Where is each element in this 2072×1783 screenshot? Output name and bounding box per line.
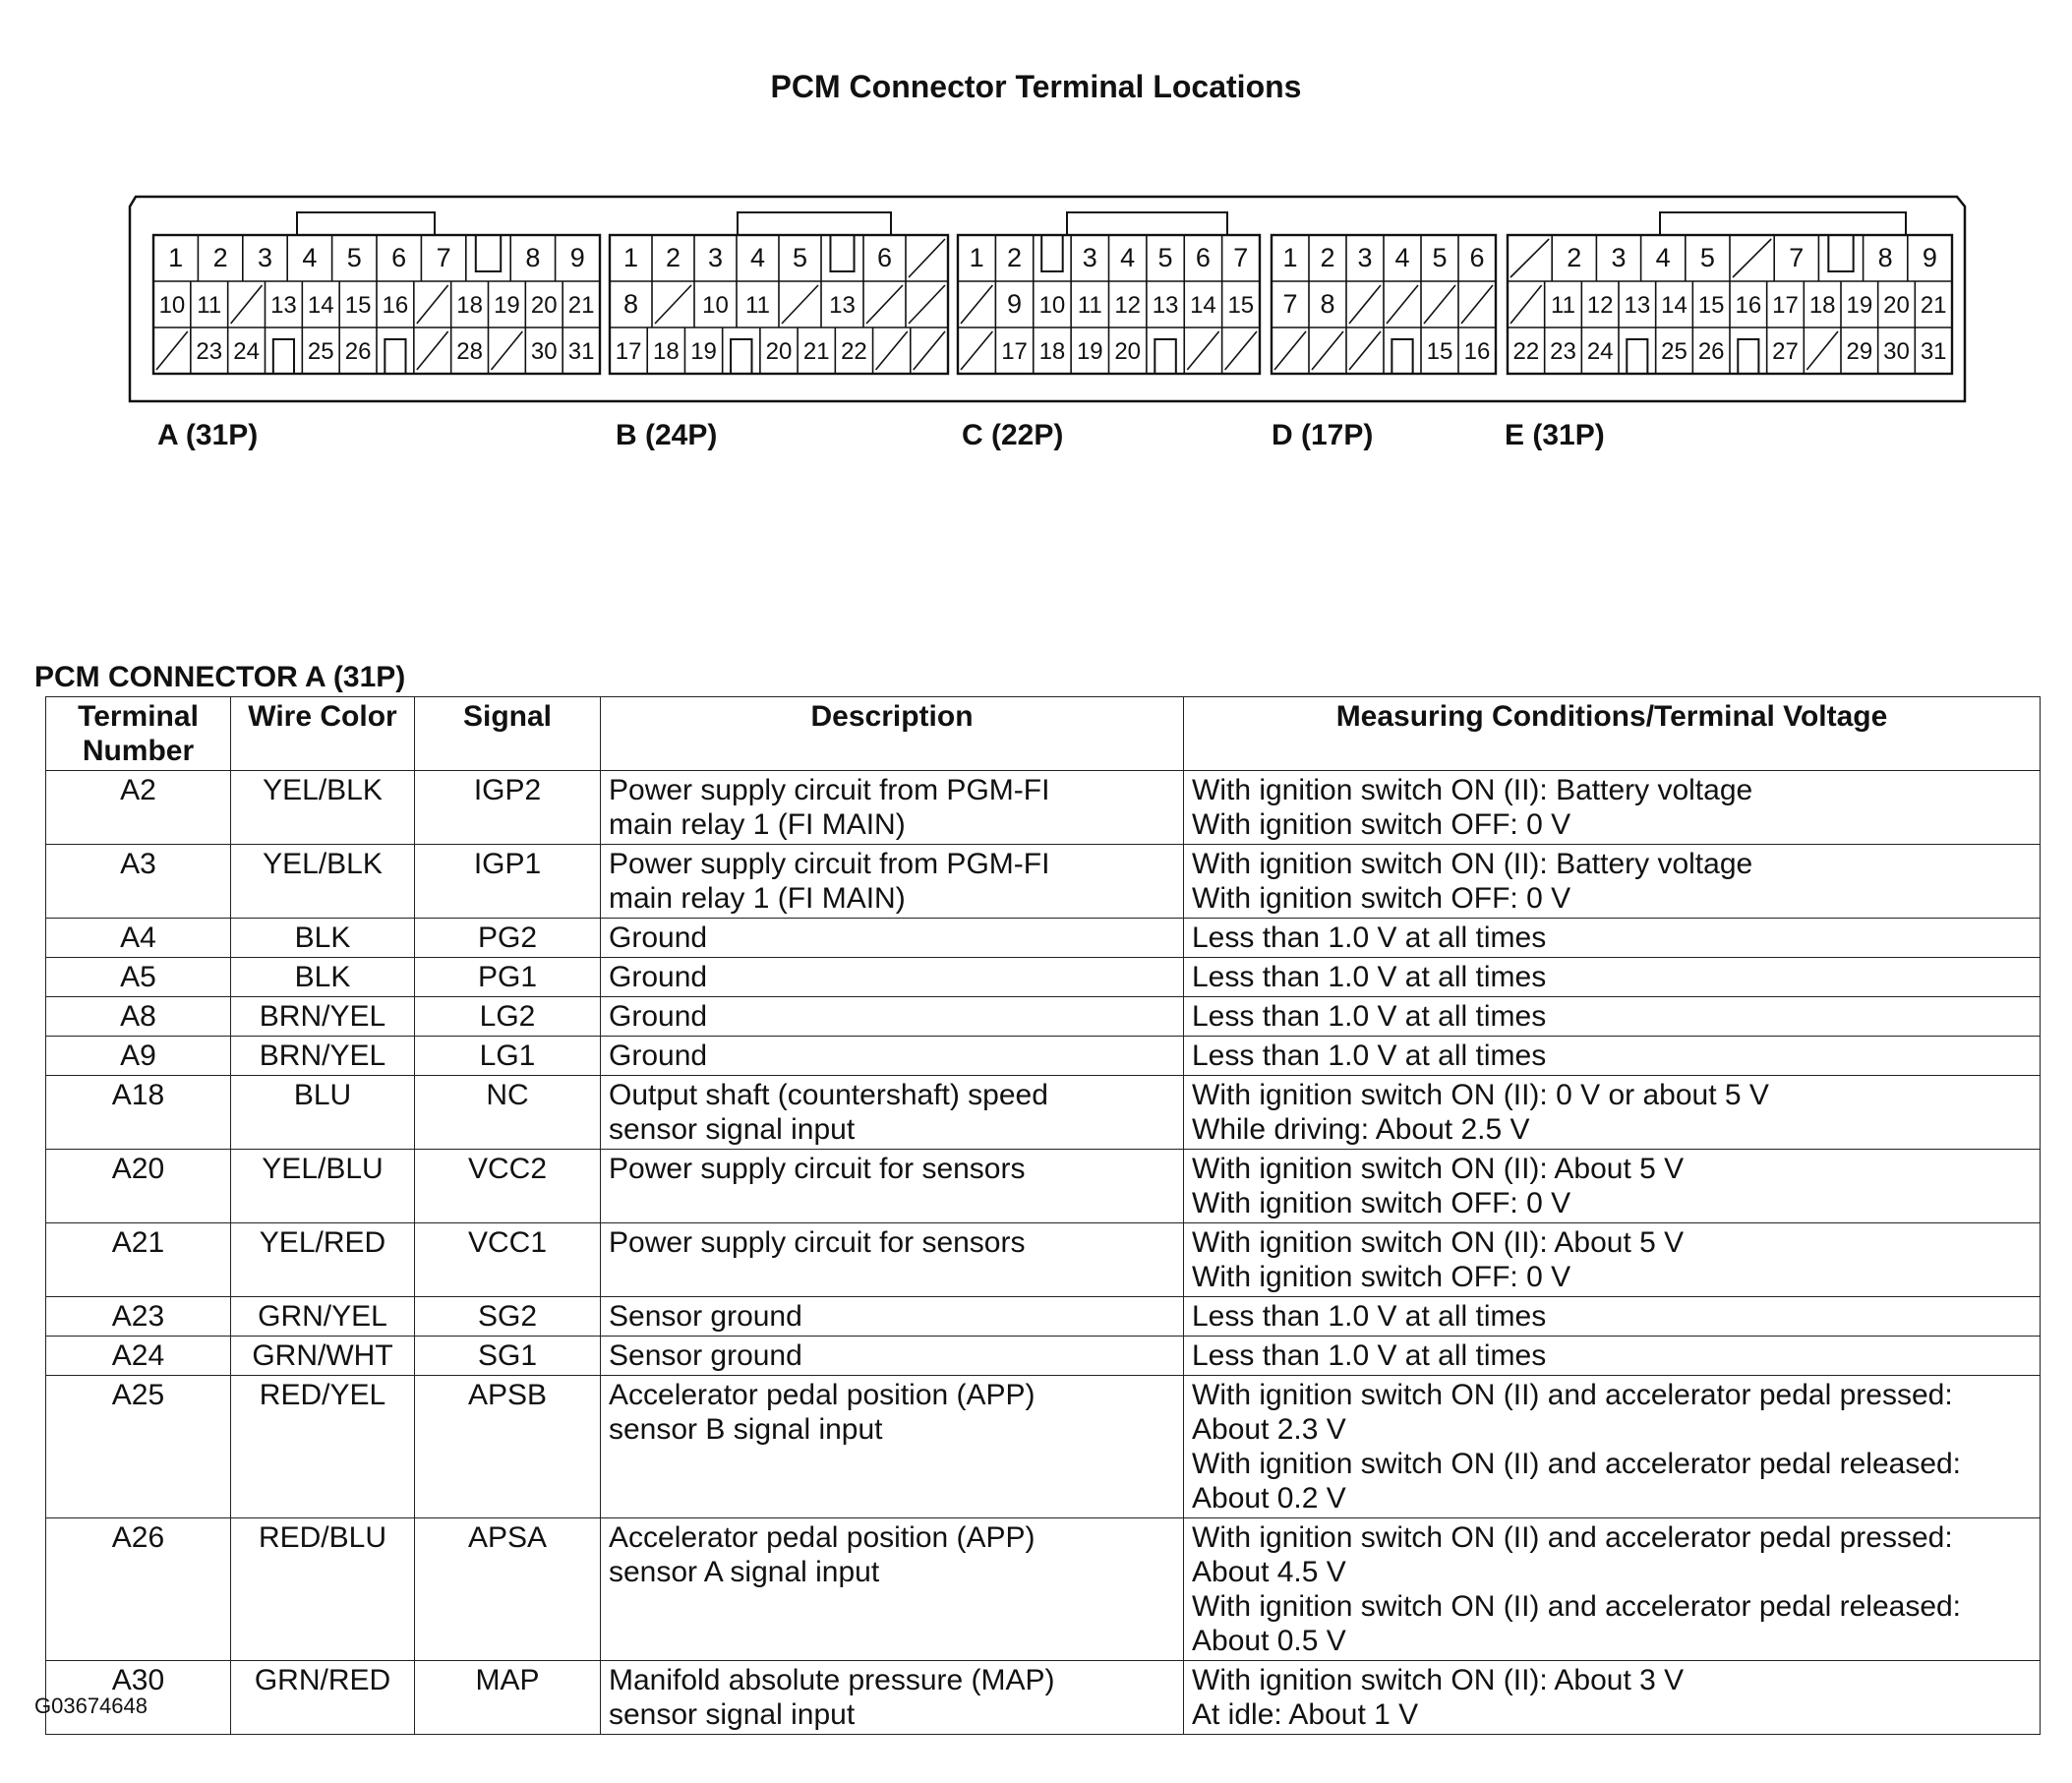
terminal-number: 13 xyxy=(1152,292,1179,319)
terminal-number: 7 xyxy=(1789,243,1805,272)
terminal-number: 8 xyxy=(1320,289,1335,319)
figure-code: G03674648 xyxy=(34,1694,148,1718)
terminal-number: 18 xyxy=(1038,338,1066,365)
terminal-number: 19 xyxy=(494,292,520,319)
polarization-key xyxy=(830,235,854,271)
unused-cavity-mark xyxy=(1349,331,1381,370)
measuring-line: With ignition switch ON (II): About 5 V xyxy=(1192,1153,1685,1185)
terminal-number: 15 xyxy=(1426,338,1453,365)
description-line: main relay 1 (FI MAIN) xyxy=(609,882,906,915)
unused-cavity-mark xyxy=(492,331,523,370)
measuring-line: With ignition switch ON (II) and accelerator pedal pressed: xyxy=(1192,1521,1953,1554)
table-header-row xyxy=(46,697,2041,771)
terminal-number: 19 xyxy=(1076,338,1103,365)
terminal-number: 16 xyxy=(382,292,409,319)
terminal-number: 1 xyxy=(1282,243,1298,272)
terminal-number-cell: A25 xyxy=(46,1376,231,1518)
terminal-number-cell: A30 xyxy=(46,1661,231,1735)
unused-cavity-mark xyxy=(231,285,263,324)
measuring-cell xyxy=(1184,919,2041,958)
terminal-number-cell: A5 xyxy=(46,958,231,997)
table-row xyxy=(46,1661,2041,1735)
signal-cell: SG2 xyxy=(415,1297,601,1337)
measuring-line: While driving: About 2.5 V xyxy=(1192,1113,1530,1146)
signal-cell: APSB xyxy=(415,1376,601,1518)
terminal-number: 18 xyxy=(456,292,483,319)
unused-cavity-mark xyxy=(866,285,903,324)
terminal-number: 12 xyxy=(1114,292,1142,319)
unused-cavity-mark xyxy=(1225,331,1257,370)
polarization-key xyxy=(1738,339,1758,374)
terminal-number: 16 xyxy=(1735,292,1762,319)
description-cell xyxy=(601,845,1184,919)
unused-cavity-mark xyxy=(1424,285,1455,324)
unused-cavity-mark xyxy=(961,331,992,370)
description-cell xyxy=(601,1376,1184,1518)
measuring-line: About 0.5 V xyxy=(1192,1625,1346,1657)
wire-color-cell: GRN/WHT xyxy=(231,1337,415,1376)
description-line: sensor signal input xyxy=(609,1698,856,1731)
description-cell xyxy=(601,1037,1184,1076)
polarization-key xyxy=(273,339,294,374)
terminal-number: 25 xyxy=(1661,338,1687,365)
terminal-number: 5 xyxy=(1432,243,1448,272)
terminal-number: 26 xyxy=(344,338,372,365)
terminal-number: 1 xyxy=(969,243,984,272)
connector-label-b: B (24P) xyxy=(616,419,718,451)
description-line: Ground xyxy=(609,961,708,993)
terminal-number: 5 xyxy=(1157,243,1173,272)
terminal-number: 30 xyxy=(530,338,558,365)
description-line: Sensor ground xyxy=(609,1300,802,1333)
measuring-line: Less than 1.0 V at all times xyxy=(1192,921,1547,954)
unused-cavity-mark xyxy=(1312,331,1343,370)
terminal-number: 3 xyxy=(1611,243,1627,272)
measuring-cell xyxy=(1184,1076,2041,1150)
wire-color-cell: GRN/RED xyxy=(231,1661,415,1735)
terminal-number: 6 xyxy=(876,243,893,272)
terminal-number: 7 xyxy=(436,243,451,272)
terminal-number-cell: A9 xyxy=(46,1037,231,1076)
terminal-number-cell: A24 xyxy=(46,1337,231,1376)
measuring-line: With ignition switch OFF: 0 V xyxy=(1192,808,1571,841)
unused-cavity-mark xyxy=(909,239,945,277)
terminal-number: 9 xyxy=(1922,243,1937,272)
measuring-line: With ignition switch ON (II): About 3 V xyxy=(1192,1664,1685,1696)
terminal-number: 5 xyxy=(346,243,362,272)
header-terminal-line-2: Number xyxy=(82,735,195,767)
connector-lock-tab xyxy=(738,212,891,235)
terminal-number: 9 xyxy=(1007,289,1023,319)
measuring-line: With ignition switch OFF: 0 V xyxy=(1192,882,1571,915)
connector-label-c: C (22P) xyxy=(962,419,1064,451)
terminal-number: 16 xyxy=(1463,338,1491,365)
table-row xyxy=(46,997,2041,1037)
measuring-cell xyxy=(1184,1297,2041,1337)
terminal-number: 29 xyxy=(1846,338,1873,365)
measuring-line: With ignition switch ON (II) and accelerator pedal released: xyxy=(1192,1590,1962,1623)
terminal-number: 6 xyxy=(1469,243,1485,272)
terminal-number: 14 xyxy=(1190,292,1216,319)
description-line: Accelerator pedal position (APP) xyxy=(609,1521,1036,1554)
header-wire-color: Wire Color xyxy=(231,697,415,771)
table-row xyxy=(46,1518,2041,1661)
terminal-number: 8 xyxy=(525,243,541,272)
measuring-line: Less than 1.0 V at all times xyxy=(1192,961,1547,993)
unused-cavity-mark xyxy=(1510,239,1549,277)
measuring-cell xyxy=(1184,1661,2041,1735)
terminal-number-cell: A8 xyxy=(46,997,231,1037)
terminal-number: 22 xyxy=(1512,338,1540,365)
table-row xyxy=(46,1376,2041,1518)
terminal-number-cell: A20 xyxy=(46,1150,231,1223)
unused-cavity-mark xyxy=(156,331,188,370)
polarization-key xyxy=(1154,339,1175,374)
terminal-number: 13 xyxy=(829,292,856,319)
signal-cell: APSA xyxy=(415,1518,601,1661)
terminal-number: 24 xyxy=(233,338,260,365)
unused-cavity-mark xyxy=(914,331,945,370)
signal-cell: LG2 xyxy=(415,997,601,1037)
terminal-number: 4 xyxy=(1655,243,1671,272)
terminal-number: 19 xyxy=(1846,292,1873,319)
description-line: Ground xyxy=(609,921,708,954)
description-line: sensor B signal input xyxy=(609,1413,883,1446)
table-row xyxy=(46,845,2041,919)
terminal-number: 18 xyxy=(652,338,680,365)
description-line: main relay 1 (FI MAIN) xyxy=(609,808,906,841)
terminal-number: 21 xyxy=(1920,292,1947,319)
terminal-number: 11 xyxy=(1551,292,1575,319)
terminal-number: 5 xyxy=(792,243,808,272)
description-line: sensor signal input xyxy=(609,1113,856,1146)
description-line: Manifold absolute pressure (MAP) xyxy=(609,1664,1055,1696)
unused-cavity-mark xyxy=(1387,285,1418,324)
terminal-number: 28 xyxy=(456,338,483,365)
header-terminal-number xyxy=(46,697,231,771)
description-cell xyxy=(601,1150,1184,1223)
measuring-cell xyxy=(1184,997,2041,1037)
polarization-key xyxy=(1627,339,1647,374)
terminal-number: 11 xyxy=(745,292,770,319)
unused-cavity-mark xyxy=(1806,331,1838,370)
terminal-number: 3 xyxy=(1082,243,1097,272)
wire-color-cell: RED/YEL xyxy=(231,1376,415,1518)
signal-cell: MAP xyxy=(415,1661,601,1735)
description-line: Sensor ground xyxy=(609,1339,802,1372)
polarization-key xyxy=(731,339,751,374)
terminal-number: 21 xyxy=(567,292,595,319)
terminal-number: 11 xyxy=(197,292,222,319)
terminal-number: 3 xyxy=(707,243,724,272)
terminal-number: 21 xyxy=(802,338,830,365)
description-cell xyxy=(601,997,1184,1037)
measuring-cell xyxy=(1184,1150,2041,1223)
measuring-line: Less than 1.0 V at all times xyxy=(1192,1040,1547,1072)
terminal-number: 7 xyxy=(1282,289,1298,319)
table-title: PCM CONNECTOR A (31P) xyxy=(34,661,406,693)
unused-cavity-mark xyxy=(961,285,992,324)
header-terminal-line-1: Terminal xyxy=(78,700,199,733)
terminal-number: 17 xyxy=(1772,292,1799,319)
terminal-number: 9 xyxy=(569,243,585,272)
terminal-number: 10 xyxy=(1038,292,1066,319)
measuring-line: Less than 1.0 V at all times xyxy=(1192,1000,1547,1033)
signal-cell: IGP2 xyxy=(415,771,601,845)
unused-cavity-mark xyxy=(1733,239,1771,277)
polarization-key xyxy=(1828,235,1853,271)
description-line: Power supply circuit for sensors xyxy=(609,1226,1026,1259)
connector-label-d: D (17P) xyxy=(1272,419,1374,451)
terminal-number: 15 xyxy=(1227,292,1255,319)
terminal-number: 17 xyxy=(1001,338,1028,365)
measuring-cell xyxy=(1184,958,2041,997)
measuring-line: With ignition switch ON (II) and accelerator pedal released: xyxy=(1192,1448,1962,1480)
terminal-number-cell: A23 xyxy=(46,1297,231,1337)
terminal-number: 10 xyxy=(158,292,186,319)
connector-label-e: E (31P) xyxy=(1505,419,1605,451)
measuring-cell xyxy=(1184,771,2041,845)
description-cell xyxy=(601,1076,1184,1150)
description-cell xyxy=(601,1518,1184,1661)
header-description: Description xyxy=(601,697,1184,771)
terminal-number: 5 xyxy=(1699,243,1715,272)
terminal-number: 31 xyxy=(1920,338,1947,365)
description-cell xyxy=(601,1337,1184,1376)
wire-color-cell: YEL/BLU xyxy=(231,1150,415,1223)
table-row xyxy=(46,771,2041,845)
measuring-cell xyxy=(1184,1376,2041,1518)
measuring-line: Less than 1.0 V at all times xyxy=(1192,1300,1547,1333)
description-cell xyxy=(601,958,1184,997)
terminal-number: 23 xyxy=(1550,338,1576,365)
measuring-line: About 2.3 V xyxy=(1192,1413,1346,1446)
description-cell xyxy=(601,771,1184,845)
terminal-number: 4 xyxy=(749,243,766,272)
terminal-number: 8 xyxy=(1877,243,1893,272)
terminal-number: 27 xyxy=(1772,338,1799,365)
wire-color-cell: BRN/YEL xyxy=(231,1037,415,1076)
unused-cavity-mark xyxy=(1187,331,1218,370)
terminal-number: 6 xyxy=(391,243,407,272)
measuring-line: About 0.2 V xyxy=(1192,1482,1346,1515)
description-line: Ground xyxy=(609,1040,708,1072)
terminal-number: 4 xyxy=(1394,243,1410,272)
signal-cell: NC xyxy=(415,1076,601,1150)
description-line: Power supply circuit for sensors xyxy=(609,1153,1026,1185)
description-line: sensor A signal input xyxy=(609,1556,880,1588)
wire-color-cell: GRN/YEL xyxy=(231,1297,415,1337)
header-signal: Signal xyxy=(415,697,601,771)
wire-color-cell: YEL/RED xyxy=(231,1223,415,1297)
terminal-number: 2 xyxy=(212,243,228,272)
terminal-number: 20 xyxy=(530,292,558,319)
terminal-number: 19 xyxy=(690,338,717,365)
measuring-cell xyxy=(1184,1337,2041,1376)
table-row xyxy=(46,1297,2041,1337)
terminal-number: 6 xyxy=(1195,243,1211,272)
wire-color-cell: BRN/YEL xyxy=(231,997,415,1037)
terminal-number: 14 xyxy=(307,292,334,319)
unused-cavity-mark xyxy=(782,285,818,324)
unused-cavity-mark xyxy=(655,285,691,324)
unused-cavity-mark xyxy=(1349,285,1381,324)
measuring-line: With ignition switch ON (II): 0 V or about 5 V xyxy=(1192,1079,1769,1111)
measuring-line: With ignition switch ON (II): About 5 V xyxy=(1192,1226,1685,1259)
measuring-cell xyxy=(1184,1223,2041,1297)
terminal-number-cell: A2 xyxy=(46,771,231,845)
terminal-number: 3 xyxy=(257,243,273,272)
terminal-number: 2 xyxy=(1320,243,1335,272)
table-row xyxy=(46,919,2041,958)
unused-cavity-mark xyxy=(876,331,908,370)
connector-label-a: A (31P) xyxy=(157,419,259,451)
terminal-number-cell: A18 xyxy=(46,1076,231,1150)
terminal-number: 20 xyxy=(765,338,793,365)
terminal-number: 4 xyxy=(1120,243,1136,272)
terminal-number: 15 xyxy=(344,292,372,319)
description-cell xyxy=(601,1223,1184,1297)
polarization-key xyxy=(1041,235,1062,271)
connector-lock-tab xyxy=(1660,212,1906,235)
terminal-number: 22 xyxy=(841,338,867,365)
terminal-number: 23 xyxy=(196,338,223,365)
table-row xyxy=(46,1223,2041,1297)
terminal-number: 26 xyxy=(1697,338,1725,365)
wire-color-cell: BLK xyxy=(231,919,415,958)
description-line: Power supply circuit from PGM-FI xyxy=(609,848,1050,880)
measuring-line: With ignition switch OFF: 0 V xyxy=(1192,1187,1571,1219)
polarization-key xyxy=(476,235,501,271)
description-cell xyxy=(601,1297,1184,1337)
unused-cavity-mark xyxy=(417,331,448,370)
wire-color-cell: BLU xyxy=(231,1076,415,1150)
terminal-number: 7 xyxy=(1233,243,1249,272)
measuring-line: At idle: About 1 V xyxy=(1192,1698,1419,1731)
measuring-cell xyxy=(1184,1518,2041,1661)
terminal-number: 20 xyxy=(1114,338,1142,365)
terminal-number-cell: A4 xyxy=(46,919,231,958)
terminal-number: 18 xyxy=(1808,292,1836,319)
description-line: Output shaft (countershaft) speed xyxy=(609,1079,1048,1111)
table-row xyxy=(46,1037,2041,1076)
terminal-number: 17 xyxy=(615,338,642,365)
measuring-cell xyxy=(1184,1037,2041,1076)
connector-lock-tab xyxy=(297,212,435,235)
terminal-number: 13 xyxy=(1624,292,1651,319)
terminal-number: 20 xyxy=(1883,292,1910,319)
description-line: Ground xyxy=(609,1000,708,1033)
table-row xyxy=(46,1150,2041,1223)
terminal-number: 2 xyxy=(665,243,681,272)
description-line: Power supply circuit from PGM-FI xyxy=(609,774,1050,806)
terminal-number: 2 xyxy=(1007,243,1023,272)
measuring-line: With ignition switch ON (II): Battery voltage xyxy=(1192,774,1753,806)
terminal-number: 30 xyxy=(1883,338,1910,365)
signal-cell: SG1 xyxy=(415,1337,601,1376)
polarization-key xyxy=(1391,339,1412,374)
terminal-number: 24 xyxy=(1586,338,1614,365)
signal-cell: PG1 xyxy=(415,958,601,997)
unused-cavity-mark xyxy=(909,285,945,324)
terminal-number: 2 xyxy=(1567,243,1582,272)
terminal-number: 15 xyxy=(1697,292,1725,319)
signal-cell: LG1 xyxy=(415,1037,601,1076)
measuring-line: Less than 1.0 V at all times xyxy=(1192,1339,1547,1372)
wire-color-cell: BLK xyxy=(231,958,415,997)
unused-cavity-mark xyxy=(1274,331,1306,370)
wire-color-cell: YEL/BLK xyxy=(231,845,415,919)
connector-diagram xyxy=(128,195,1969,403)
measuring-line: About 4.5 V xyxy=(1192,1556,1346,1588)
description-cell xyxy=(601,919,1184,958)
description-line: Accelerator pedal position (APP) xyxy=(609,1379,1036,1411)
terminal-number: 25 xyxy=(307,338,334,365)
signal-cell: VCC2 xyxy=(415,1150,601,1223)
measuring-line: With ignition switch OFF: 0 V xyxy=(1192,1261,1571,1293)
header-measuring-conditions: Measuring Conditions/Terminal Voltage xyxy=(1184,697,2041,771)
terminal-number: 1 xyxy=(622,243,639,272)
terminal-number: 31 xyxy=(567,338,595,365)
signal-cell: VCC1 xyxy=(415,1223,601,1297)
terminal-number: 8 xyxy=(622,289,639,319)
terminal-number: 11 xyxy=(1077,292,1102,319)
terminal-number: 1 xyxy=(168,243,184,272)
terminal-number-cell: A21 xyxy=(46,1223,231,1297)
unused-cavity-mark xyxy=(1461,285,1493,324)
table-row xyxy=(46,1076,2041,1150)
terminal-number-cell: A3 xyxy=(46,845,231,919)
wire-color-cell: RED/BLU xyxy=(231,1518,415,1661)
terminal-number: 14 xyxy=(1661,292,1687,319)
terminal-number: 4 xyxy=(302,243,318,272)
signal-cell: PG2 xyxy=(415,919,601,958)
terminal-number: 12 xyxy=(1586,292,1614,319)
pcm-connector-table xyxy=(45,696,2041,1735)
table-row xyxy=(46,958,2041,997)
measuring-line: With ignition switch ON (II) and accelerator pedal pressed: xyxy=(1192,1379,1953,1411)
page-title: PCM Connector Terminal Locations xyxy=(770,69,1302,104)
unused-cavity-mark xyxy=(1510,285,1542,324)
polarization-key xyxy=(385,339,405,374)
terminal-number: 3 xyxy=(1357,243,1373,272)
table-row xyxy=(46,1337,2041,1376)
description-cell xyxy=(601,1661,1184,1735)
terminal-number: 10 xyxy=(702,292,729,319)
wire-color-cell: YEL/BLK xyxy=(231,771,415,845)
measuring-cell xyxy=(1184,845,2041,919)
unused-cavity-mark xyxy=(417,285,448,324)
signal-cell: IGP1 xyxy=(415,845,601,919)
terminal-number: 13 xyxy=(270,292,297,319)
measuring-line: With ignition switch ON (II): Battery voltage xyxy=(1192,848,1753,880)
terminal-number-cell: A26 xyxy=(46,1518,231,1661)
connector-lock-tab xyxy=(1067,212,1227,235)
